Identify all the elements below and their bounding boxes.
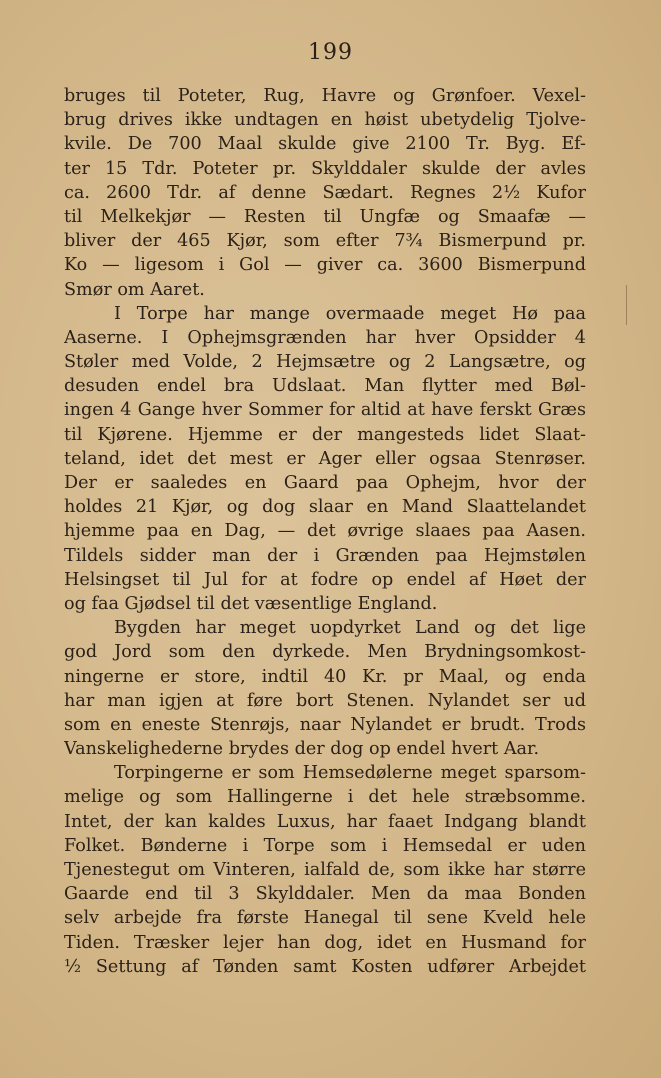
text-line: Intet, der kan kaldes Luxus, har faaet Indgang blandt <box>64 811 586 832</box>
text-line: Folket. Bønderne i Torpe som i Hemsedal er uden <box>64 835 586 856</box>
text-line: teland, idet det mest er Ager eller ogsaa Stenrøser. <box>64 448 586 469</box>
page-edge-mark <box>626 285 651 325</box>
text-line: til Kjørene. Hjemme er der mangesteds lidet Slaat- <box>64 424 586 445</box>
text-line: Aaserne. I Ophejmsgrænden har hver Opsidder 4 <box>64 327 586 348</box>
text-line: Der er saaledes en Gaard paa Ophejm, hvor der <box>64 473 586 493</box>
text-line: Torpingerne er som Hemsedølerne meget sparsom- <box>114 763 586 784</box>
text-line: bruges til Poteter, Rug, Havre og Grønfoer. Vexel- <box>64 86 586 106</box>
text-line: Bygden har meget uopdyrket Land og det lige <box>114 618 586 639</box>
text-line: god Jord som den dyrkede. Men Brydningsomkost- <box>64 642 586 663</box>
page-number: 199 <box>308 40 353 65</box>
text-line: til Melkekjør — Resten til Ungfæ og Smaafæ — <box>64 206 586 227</box>
body-text <box>64 84 586 979</box>
text-line: desuden endel bra Udslaat. Man flytter med Bøl- <box>64 376 586 397</box>
text-line: ½ Settung af Tønden samt Kosten udfører Arbejdet <box>64 956 586 977</box>
text-line: ca. 2600 Tdr. af denne Sædart. Regnes 2½ Kufor <box>64 182 586 203</box>
text-line: som en eneste Stenrøjs, naar Nylandet er brudt. Trods <box>64 714 586 735</box>
text-line: Helsingset til Jul for at fodre op endel af Høet der <box>64 569 586 590</box>
text-line: Tjenestegut om Vinteren, ialfald de, som ikke har større <box>64 860 586 880</box>
text-line: Vanskelighederne brydes der dog op endel hvert Aar. <box>64 739 540 760</box>
text-line: har man igjen at føre bort Stenen. Nylandet ser ud <box>64 690 586 711</box>
text-line: bliver der 465 Kjør, som efter 7¾ Bismerpund pr. <box>64 231 586 252</box>
text-line: Ko — ligesom i Gol — giver ca. 3600 Bismerpund <box>64 255 586 276</box>
text-line: Tiden. Træsker lejer han dog, idet en Husmand for <box>64 932 586 953</box>
text-line: ningerne er store, indtil 40 Kr. pr Maal, og enda <box>64 666 586 687</box>
text-line: og faa Gjødsel til det væsentlige England. <box>64 593 438 614</box>
text-line: melige og som Hallingerne i det hele stræbsomme. <box>64 787 586 808</box>
text-line: Gaarde end til 3 Skylddaler. Men da maa Bonden <box>64 884 586 905</box>
text-line: Støler med Volde, 2 Hejmsætre og 2 Langsætre, og <box>64 352 586 373</box>
text-line: kvile. De 700 Maal skulde give 2100 Tr. Byg. Ef- <box>64 134 586 155</box>
text-line: Tildels sidder man der i Grænden paa Hejmstølen <box>64 545 586 566</box>
text-line: ingen 4 Gange hver Sommer for altid at have ferskt Græs <box>64 400 586 421</box>
text-line: hjemme paa en Dag, — det øvrige slaaes paa Aasen. <box>64 521 586 542</box>
text-line: Smør om Aaret. <box>64 279 205 300</box>
text-line: brug drives ikke undtagen en høist ubetydelig Tjolve- <box>64 110 586 131</box>
text-line: I Torpe har mange overmaade meget Hø paa <box>114 303 586 324</box>
text-line: holdes 21 Kjør, og dog slaar en Mand Slaattelandet <box>64 497 586 518</box>
text-line: selv arbejde fra første Hanegal til sene Kveld hele <box>64 908 586 929</box>
text-line: ter 15 Tdr. Poteter pr. Skylddaler skulde der avles <box>64 158 586 179</box>
